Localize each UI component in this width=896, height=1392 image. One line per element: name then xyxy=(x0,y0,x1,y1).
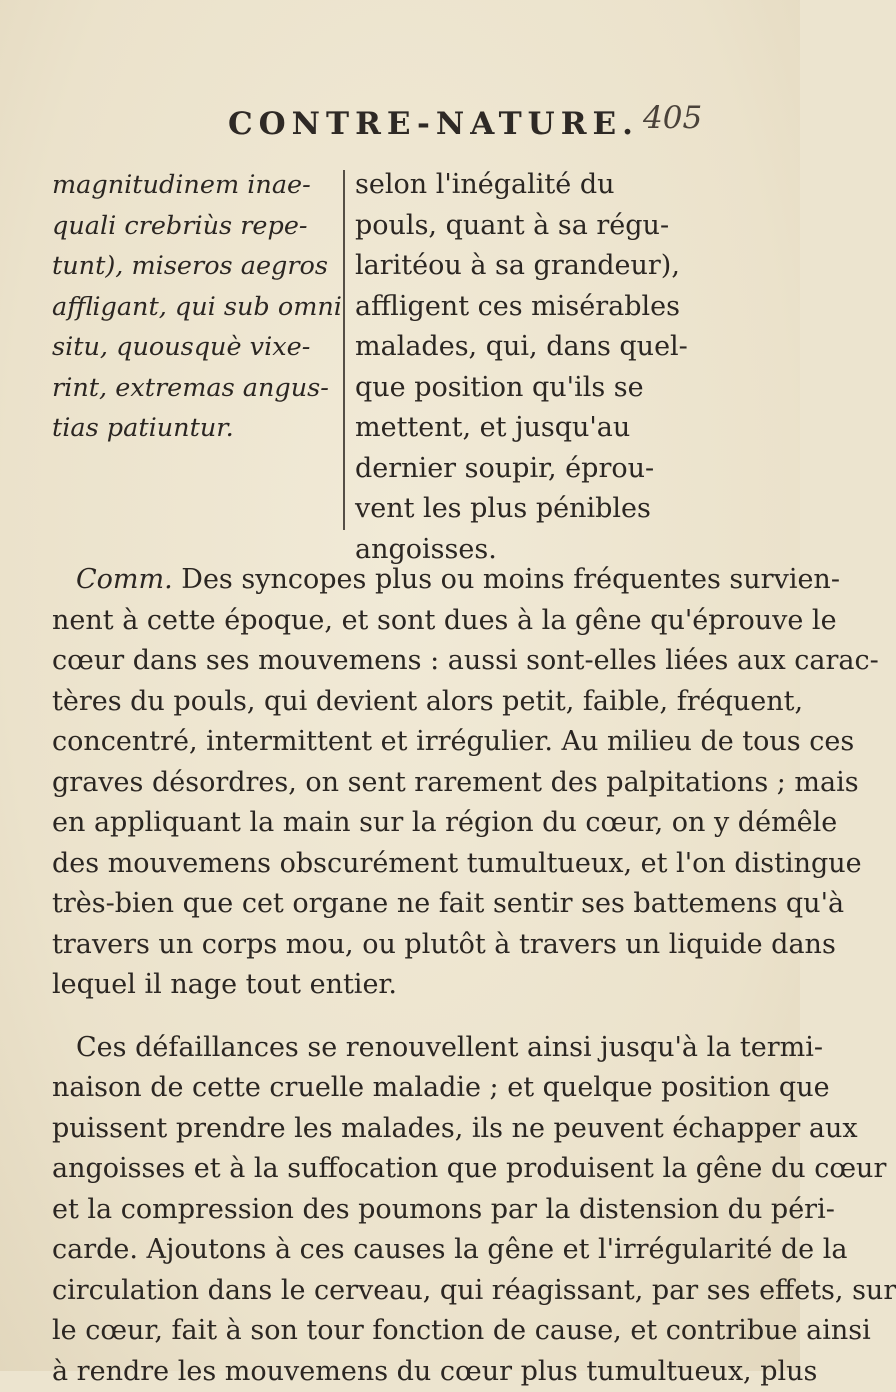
commentary-line: tères du pouls, qui devient alors petit, faible, fréquent, xyxy=(52,682,742,723)
commentary-paragraph-1 xyxy=(52,560,742,1006)
page-header xyxy=(0,100,800,150)
commentary-line: naison de cette cruelle maladie ; et quelque position que xyxy=(52,1068,742,1109)
commentary-label: Comm. xyxy=(76,564,173,595)
commentary xyxy=(52,560,742,1392)
latin-line: rint, extremas angus- xyxy=(52,368,332,409)
latin-line: tunt), miseros aegros xyxy=(52,246,332,287)
latin-line: magnitudinem inae- xyxy=(52,165,332,206)
latin-line: affligant, qui sub omni xyxy=(52,287,332,328)
commentary-line: angoisses et à la suffocation que produisent la gêne du cœur xyxy=(52,1149,742,1190)
commentary-line: et la compression des poumons par la distension du péri- xyxy=(52,1190,742,1231)
commentary-line: concentré, intermittent et irrégulier. Au milieu de tous ces xyxy=(52,722,742,763)
commentary-line: très-bien que cet organe ne fait sentir ses battemens qu'à xyxy=(52,884,742,925)
commentary-line xyxy=(52,1028,742,1069)
latin-line: tias patiuntur. xyxy=(52,408,332,449)
commentary-line: des mouvemens obscurément tumultueux, et l'on distingue xyxy=(52,844,742,885)
commentary-line: graves désordres, on sent rarement des palpitations ; mais xyxy=(52,763,742,804)
commentary-line-text: Ces défaillances se renouvellent ainsi jusqu'à la termi- xyxy=(76,1032,823,1063)
commentary-line-text: Des syncopes plus ou moins fréquentes survien- xyxy=(181,564,840,595)
latin-line: quali crebriùs repe- xyxy=(52,206,332,247)
page-number: 405 xyxy=(643,100,702,136)
commentary-line xyxy=(52,560,742,601)
french-line: angoisses. xyxy=(355,530,755,571)
commentary-line: circulation dans le cerveau, qui réagissant, par ses effets, sur xyxy=(52,1271,742,1312)
french-line: selon l'inégalité du xyxy=(355,165,755,206)
commentary-line: carde. Ajoutons à ces causes la gêne et l'irrégularité de la xyxy=(52,1230,742,1271)
french-line: pouls, quant à sa régu- xyxy=(355,206,755,247)
latin-column xyxy=(52,165,332,449)
latin-line: situ, quousquè vixe- xyxy=(52,327,332,368)
french-line: vent les plus pénibles xyxy=(355,489,755,530)
commentary-line: en appliquant la main sur la région du cœur, on y démêle xyxy=(52,803,742,844)
running-title: CONTRE-NATURE. xyxy=(228,106,639,142)
french-line: affligent ces misérables xyxy=(355,287,755,328)
commentary-paragraph-2 xyxy=(52,1028,742,1392)
commentary-line: à rendre les mouvemens du cœur plus tumultueux, plus xyxy=(52,1352,742,1392)
french-line: dernier soupir, éprou- xyxy=(355,449,755,490)
column-divider xyxy=(343,170,345,530)
french-line: mettent, et jusqu'au xyxy=(355,408,755,449)
french-line: laritéou à sa grandeur), xyxy=(355,246,755,287)
commentary-line: cœur dans ses mouvemens : aussi sont-elles liées aux carac- xyxy=(52,641,742,682)
commentary-line: travers un corps mou, ou plutôt à travers un liquide dans xyxy=(52,925,742,966)
french-line: malades, qui, dans quel- xyxy=(355,327,755,368)
commentary-line: puissent prendre les malades, ils ne peuvent échapper aux xyxy=(52,1109,742,1150)
commentary-line: le cœur, fait à son tour fonction de cause, et contribue ainsi xyxy=(52,1311,742,1352)
french-line: que position qu'ils se xyxy=(355,368,755,409)
french-column xyxy=(355,165,755,570)
commentary-line: lequel il nage tout entier. xyxy=(52,965,742,1006)
commentary-line: nent à cette époque, et sont dues à la gêne qu'éprouve le xyxy=(52,601,742,642)
